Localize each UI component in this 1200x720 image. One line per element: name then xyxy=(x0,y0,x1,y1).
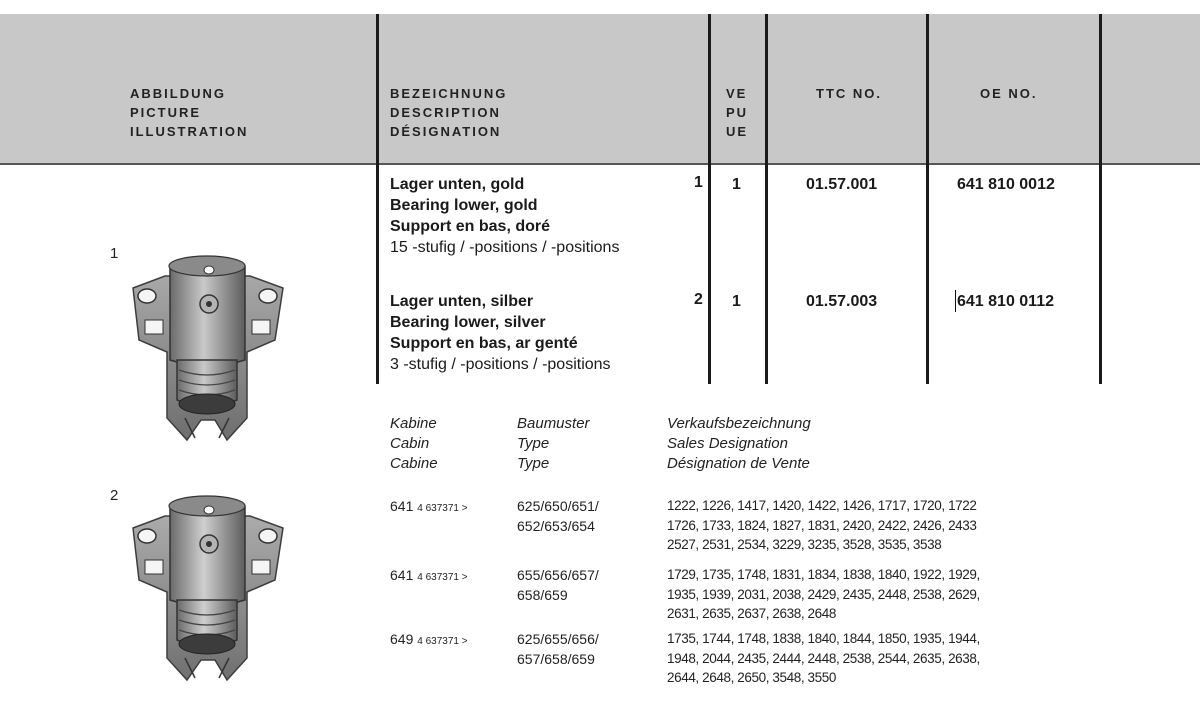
row2-pu: 1 xyxy=(732,293,741,310)
cabin-header: Kabine Cabin Cabine xyxy=(390,415,438,472)
bearing-lower-silver-icon xyxy=(125,488,290,683)
header-pu: VE PU UE xyxy=(726,86,749,139)
column-divider xyxy=(1099,14,1102,384)
column-divider xyxy=(376,14,379,384)
application-models: 1729, 1735, 1748, 1831, 1834, 1838, 1840, 1922, 1929, 1935, 1939, 2031, 2038, 2429, 2435, 2448, 2538, 2629, 2631, 2635, 2637, 2638, 2648 xyxy=(667,567,980,621)
bearing-lower-gold-icon xyxy=(125,248,290,443)
application-type: 655/656/657/ 658/659 xyxy=(517,567,599,603)
column-divider xyxy=(926,14,929,384)
column-divider xyxy=(765,14,768,384)
row2-description: Lager unten, silber Bearing lower, silver Support en bas, ar genté 3 -stufig / -positions / -positions xyxy=(390,293,611,373)
application-cabin: 649 4 637371 > xyxy=(390,631,468,647)
application-models: 1735, 1744, 1748, 1838, 1840, 1844, 1850, 1935, 1944, 1948, 2044, 2435, 2444, 2448, 2538, 2544, 2635, 2638, 2644, 2648, 2650, 3548, 3550 xyxy=(667,631,980,685)
row2-ttc-no: 01.57.003 xyxy=(806,293,878,310)
header-illustration: ABBILDUNG PICTURE ILLUSTRATION xyxy=(130,86,249,139)
application-cabin: 641 4 637371 > xyxy=(390,498,468,514)
application-type: 625/650/651/ 652/653/654 xyxy=(517,498,599,534)
figure-label-1: 1 xyxy=(110,245,119,262)
row2-oe-no: 641 810 0112 xyxy=(957,293,1054,310)
application-models: 1222, 1226, 1417, 1420, 1422, 1426, 1717, 1720, 1722 1726, 1733, 1824, 1827, 1831, 2420, 2422, 2426, 2433 2527, 2531, 2534, 3229, 3235, 3528, 3535, 3538 xyxy=(667,498,977,552)
type-header: Baumuster Type Type xyxy=(517,415,590,472)
row1-oe-no: 641 810 0012 xyxy=(957,176,1055,193)
row1-ttc-no: 01.57.001 xyxy=(806,176,878,193)
row2-position: 2 xyxy=(694,291,703,308)
column-divider xyxy=(708,14,711,384)
row1-pu: 1 xyxy=(732,176,741,193)
row1-position: 1 xyxy=(694,174,703,191)
row1-description: Lager unten, gold Bearing lower, gold Support en bas, doré 15 -stufig / -positions / -positions xyxy=(390,176,620,256)
header-description: BEZEICHNUNG DESCRIPTION DÉSIGNATION xyxy=(390,86,508,139)
header-ttc-no: TTC NO. xyxy=(816,86,882,101)
sales-designation-header: Verkaufsbezeichnung Sales Designation Désignation de Vente xyxy=(667,415,811,472)
application-type: 625/655/656/ 657/658/659 xyxy=(517,631,599,667)
application-cabin: 641 4 637371 > xyxy=(390,567,468,583)
text-cursor xyxy=(955,290,956,312)
header-oe-no: OE NO. xyxy=(980,86,1038,101)
figure-label-2: 2 xyxy=(110,487,119,504)
header-divider xyxy=(0,163,1200,165)
